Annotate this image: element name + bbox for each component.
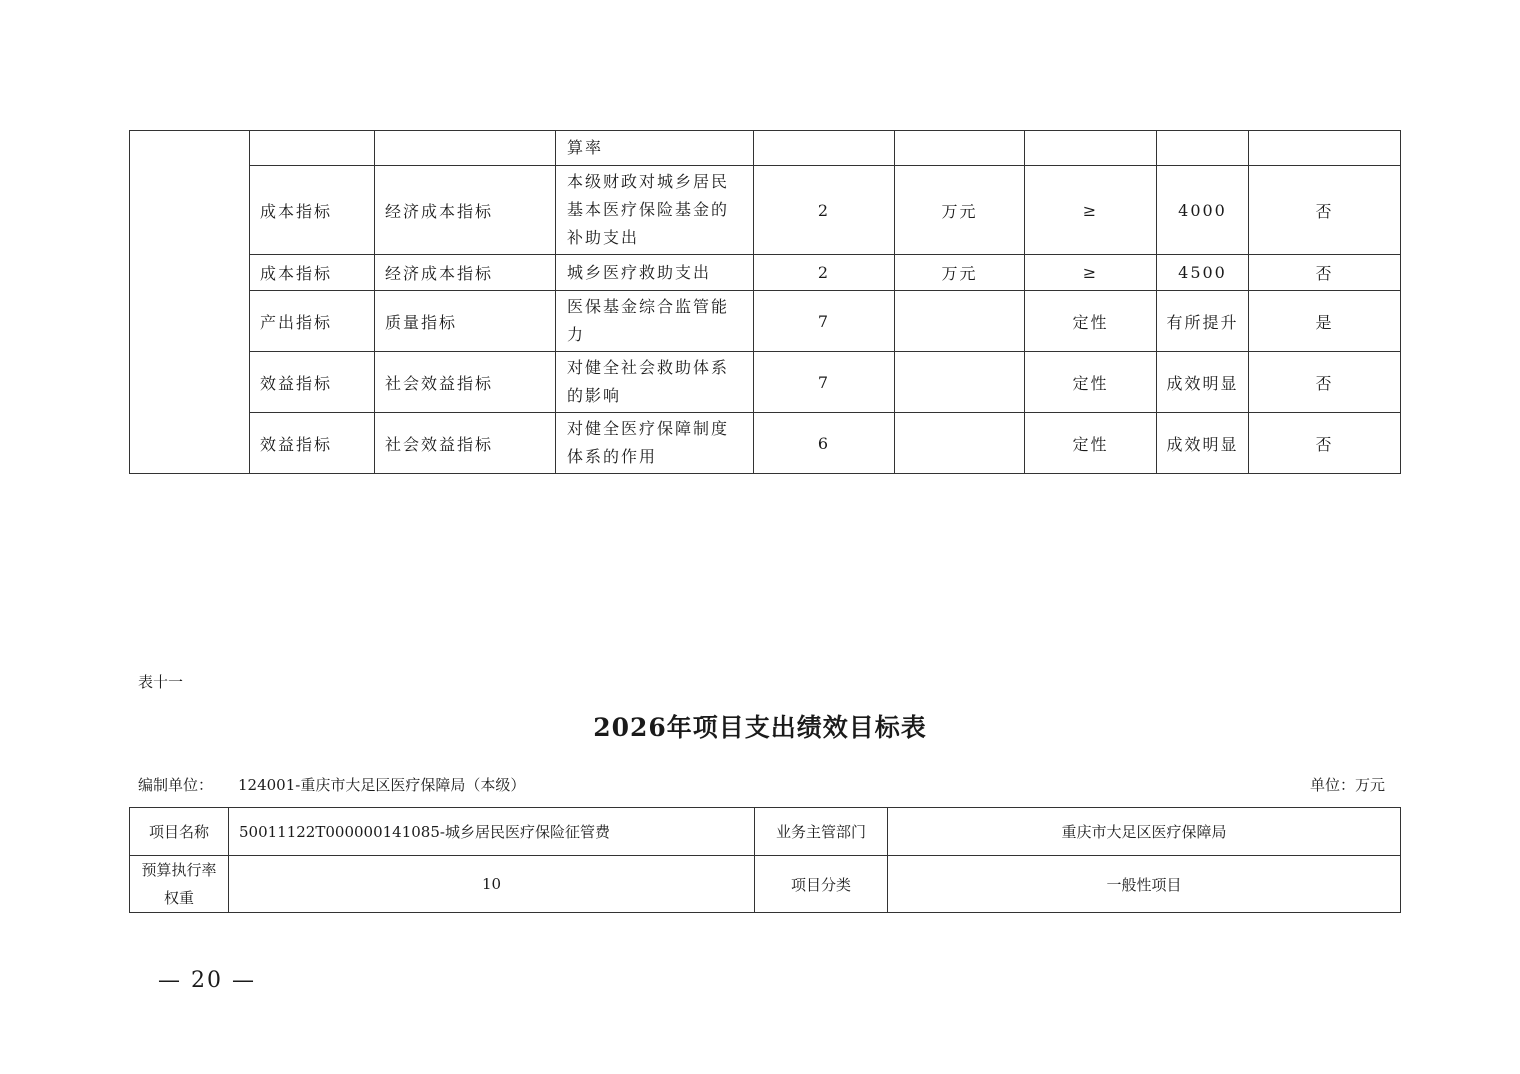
target-cell: 成效明显: [1157, 413, 1249, 474]
table-row: [130, 255, 1401, 291]
weight-cell: 6: [754, 413, 895, 474]
dept-value: 重庆市大足区医疗保障局: [888, 808, 1401, 856]
weight-cell: 7: [754, 352, 895, 413]
core-indicator-cell: 否: [1249, 255, 1401, 291]
category-cell: 产出指标: [250, 291, 375, 352]
core-indicator-cell: 否: [1249, 352, 1401, 413]
first-level-indicator-cell: [130, 131, 250, 474]
unit-cell: [895, 413, 1025, 474]
target-cell: 成效明显: [1157, 352, 1249, 413]
category-cell: 效益指标: [250, 352, 375, 413]
target-cell: 有所提升: [1157, 291, 1249, 352]
dept-label: 业务主管部门: [755, 808, 888, 856]
budget-weight-label: 预算执行率权重: [130, 856, 229, 913]
currency-unit-label: 单位：万元: [1309, 776, 1385, 794]
target-cell: 4000: [1157, 166, 1249, 255]
project-info-table: [129, 807, 1401, 913]
performance-indicator-table: [129, 130, 1401, 474]
table-row: [130, 131, 1401, 166]
project-name-label: 项目名称: [130, 808, 229, 856]
table-row: [130, 166, 1401, 255]
operator-cell: 定性: [1025, 413, 1157, 474]
unit-cell: [895, 131, 1025, 166]
category-cell: 效益指标: [250, 413, 375, 474]
table-row: [130, 413, 1401, 474]
page-title: 2026年项目支出绩效目标表: [593, 713, 927, 742]
category-cell: 成本指标: [250, 255, 375, 291]
prep-unit-value: 124001-重庆市大足区医疗保障局（本级）: [238, 776, 526, 794]
table-row: [130, 352, 1401, 413]
indicator-cell: 医保基金综合监管能力: [556, 291, 754, 352]
unit-cell: [895, 291, 1025, 352]
unit-cell: [895, 352, 1025, 413]
operator-cell: ≥: [1025, 166, 1157, 255]
target-cell: 4500: [1157, 255, 1249, 291]
weight-cell: 2: [754, 166, 895, 255]
table-number-label: 表十一: [138, 673, 184, 691]
page-number: — 20 —: [158, 968, 256, 993]
unit-cell: 万元: [895, 166, 1025, 255]
unit-cell: 万元: [895, 255, 1025, 291]
indicator-cell: 本级财政对城乡居民基本医疗保险基金的补助支出: [556, 166, 754, 255]
budget-weight-value: 10: [229, 856, 755, 913]
prep-unit-label: 编制单位：: [138, 776, 214, 794]
subcategory-cell: 社会效益指标: [375, 413, 556, 474]
subcategory-cell: 质量指标: [375, 291, 556, 352]
weight-cell: [754, 131, 895, 166]
core-indicator-cell: [1249, 131, 1401, 166]
target-cell: [1157, 131, 1249, 166]
core-indicator-cell: 否: [1249, 166, 1401, 255]
operator-cell: 定性: [1025, 352, 1157, 413]
subcategory-cell: 社会效益指标: [375, 352, 556, 413]
subcategory-cell: [375, 131, 556, 166]
subcategory-cell: 经济成本指标: [375, 255, 556, 291]
operator-cell: ≥: [1025, 255, 1157, 291]
table-row: [130, 291, 1401, 352]
weight-cell: 7: [754, 291, 895, 352]
indicator-cell: 对健全医疗保障制度体系的作用: [556, 413, 754, 474]
indicator-cell: 算率: [556, 131, 754, 166]
operator-cell: 定性: [1025, 291, 1157, 352]
core-indicator-cell: 是: [1249, 291, 1401, 352]
category-cell: 成本指标: [250, 166, 375, 255]
weight-cell: 2: [754, 255, 895, 291]
indicator-cell: 城乡医疗救助支出: [556, 255, 754, 291]
project-category-value: 一般性项目: [888, 856, 1401, 913]
project-name-value: 50011122T000000141085-城乡居民医疗保险征管费: [229, 808, 755, 856]
project-category-label: 项目分类: [755, 856, 888, 913]
subcategory-cell: 经济成本指标: [375, 166, 556, 255]
indicator-cell: 对健全社会救助体系的影响: [556, 352, 754, 413]
core-indicator-cell: 否: [1249, 413, 1401, 474]
operator-cell: [1025, 131, 1157, 166]
category-cell: [250, 131, 375, 166]
